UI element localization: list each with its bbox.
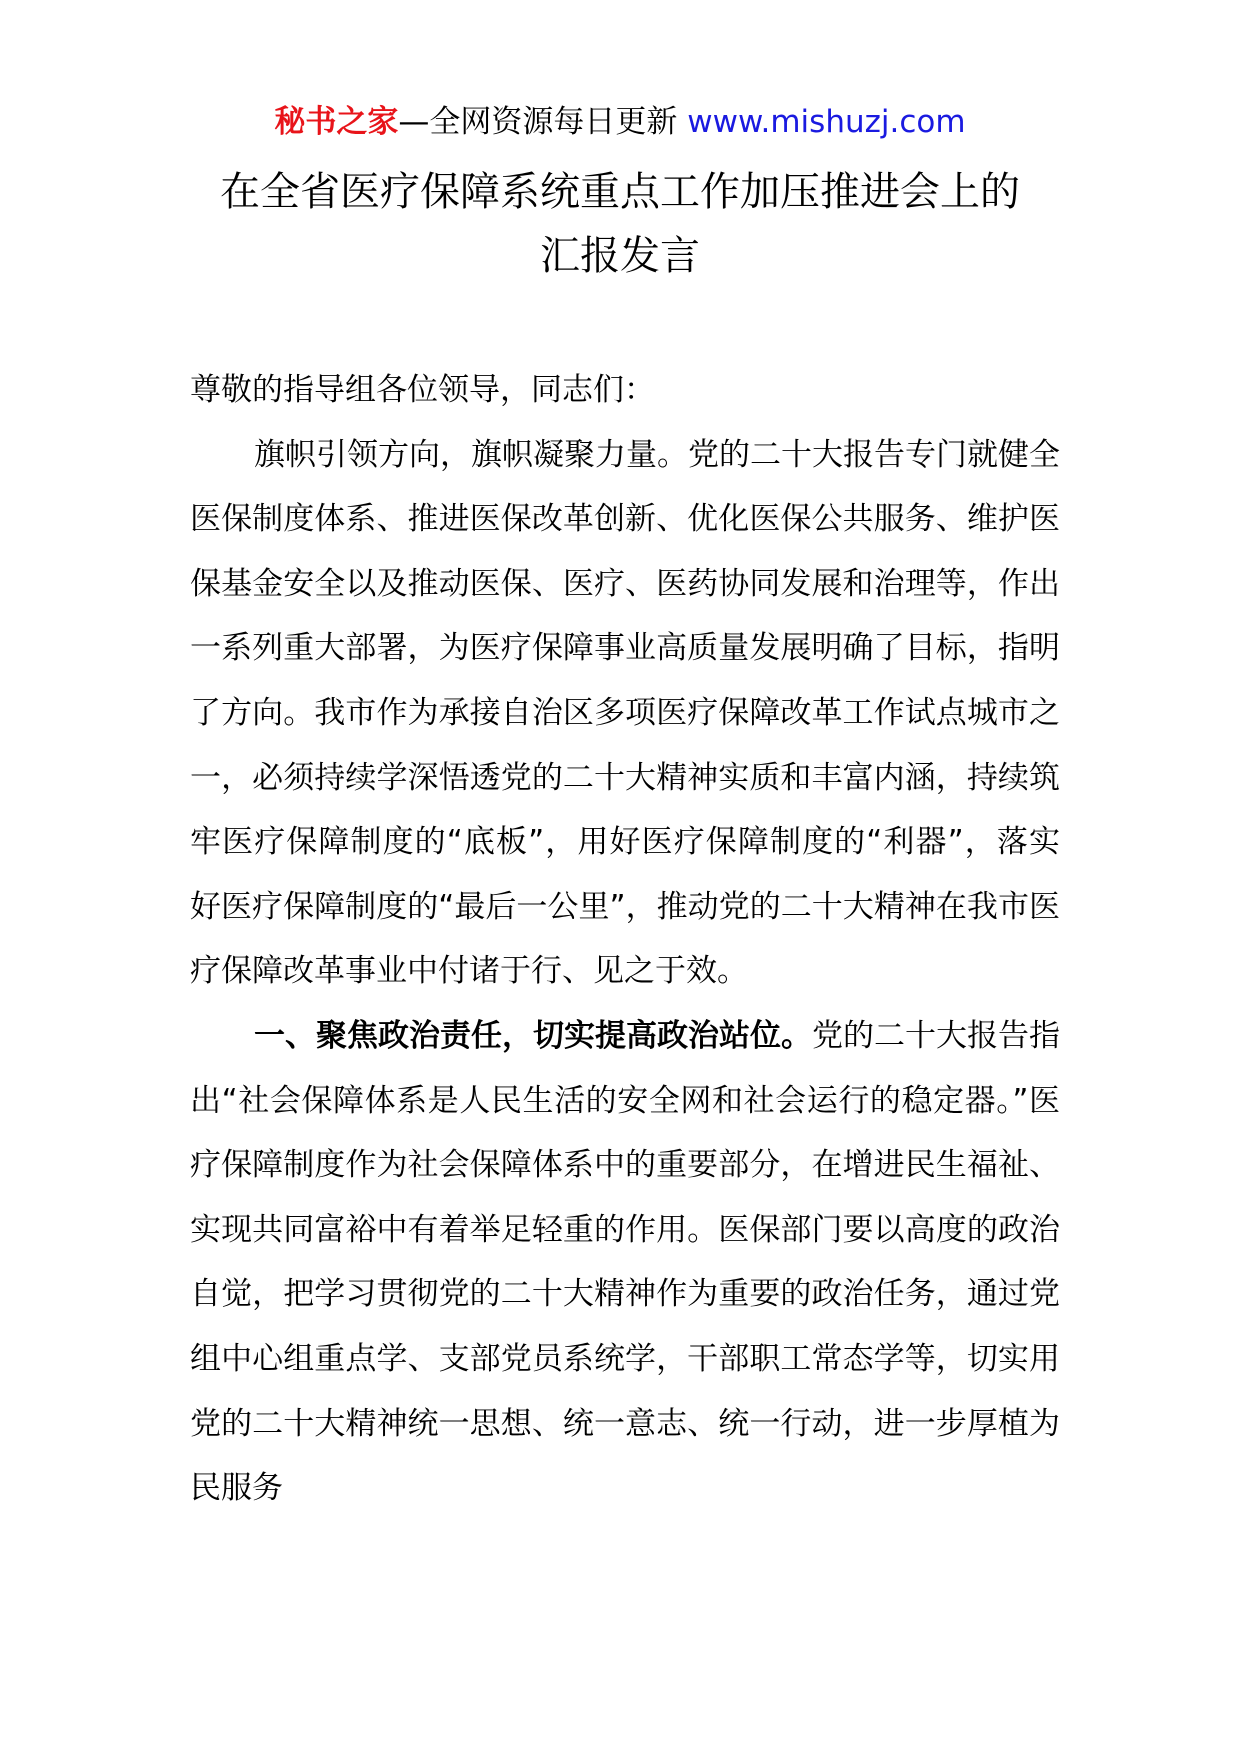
brand-slogan: —全网资源每日更新 [398, 104, 678, 140]
site-url-link[interactable]: www.mishuzj.com [687, 104, 966, 140]
document-body [190, 358, 1060, 1521]
brand-name: 秘书之家 [274, 104, 399, 140]
document-title [0, 160, 1240, 288]
title-line-2: 汇报发言 [540, 233, 700, 279]
section-1-heading: 一、聚焦政治责任，切实提高政治站位。 [254, 1017, 812, 1054]
title-line-1: 在全省医疗保障系统重点工作加压推进会上的 [220, 169, 1020, 215]
section-1-text: 党的二十大报告指出“社会保障体系是人民生活的安全网和社会运行的稳定器。”医疗保障制度作为社会保障体系中的重要部分，在增进民生福祉、实现共同富裕中有着举足轻重的作用。医保部门要以高度的政治自觉，把学习贯彻党的二十大精神作为重要的政治任务，通过党组中心组重点学、支部党员系统学，干部职工常态学等，切实用党的二十大精神统一思想、统一意志、统一行动，进一步厚植为民服务 [190, 1017, 1060, 1507]
salutation: 尊敬的指导组各位领导，同志们： [190, 372, 655, 408]
paragraph-intro: 旗帜引领方向，旗帜凝聚力量。党的二十大报告专门就健全医保制度体系、推进医保改革创新、优化医保公共服务、维护医保基金安全以及推动医保、医疗、医药协同发展和治理等，作出一系列重大部署，为医疗保障事业高质量发展明确了目标，指明了方向。我市作为承接自治区多项医疗保障改革工作试点城市之一，必须持续学深悟透党的二十大精神实质和丰富内涵，持续筑牢医疗保障制度的“底板”，用好医疗保障制度的“利器”，落实好医疗保障制度的“最后一公里”，推动党的二十大精神在我市医疗保障改革事业中付诸于行、见之于效。 [190, 436, 1060, 990]
watermark-header [0, 100, 1240, 144]
paragraph-section-1 [190, 1004, 1060, 1521]
